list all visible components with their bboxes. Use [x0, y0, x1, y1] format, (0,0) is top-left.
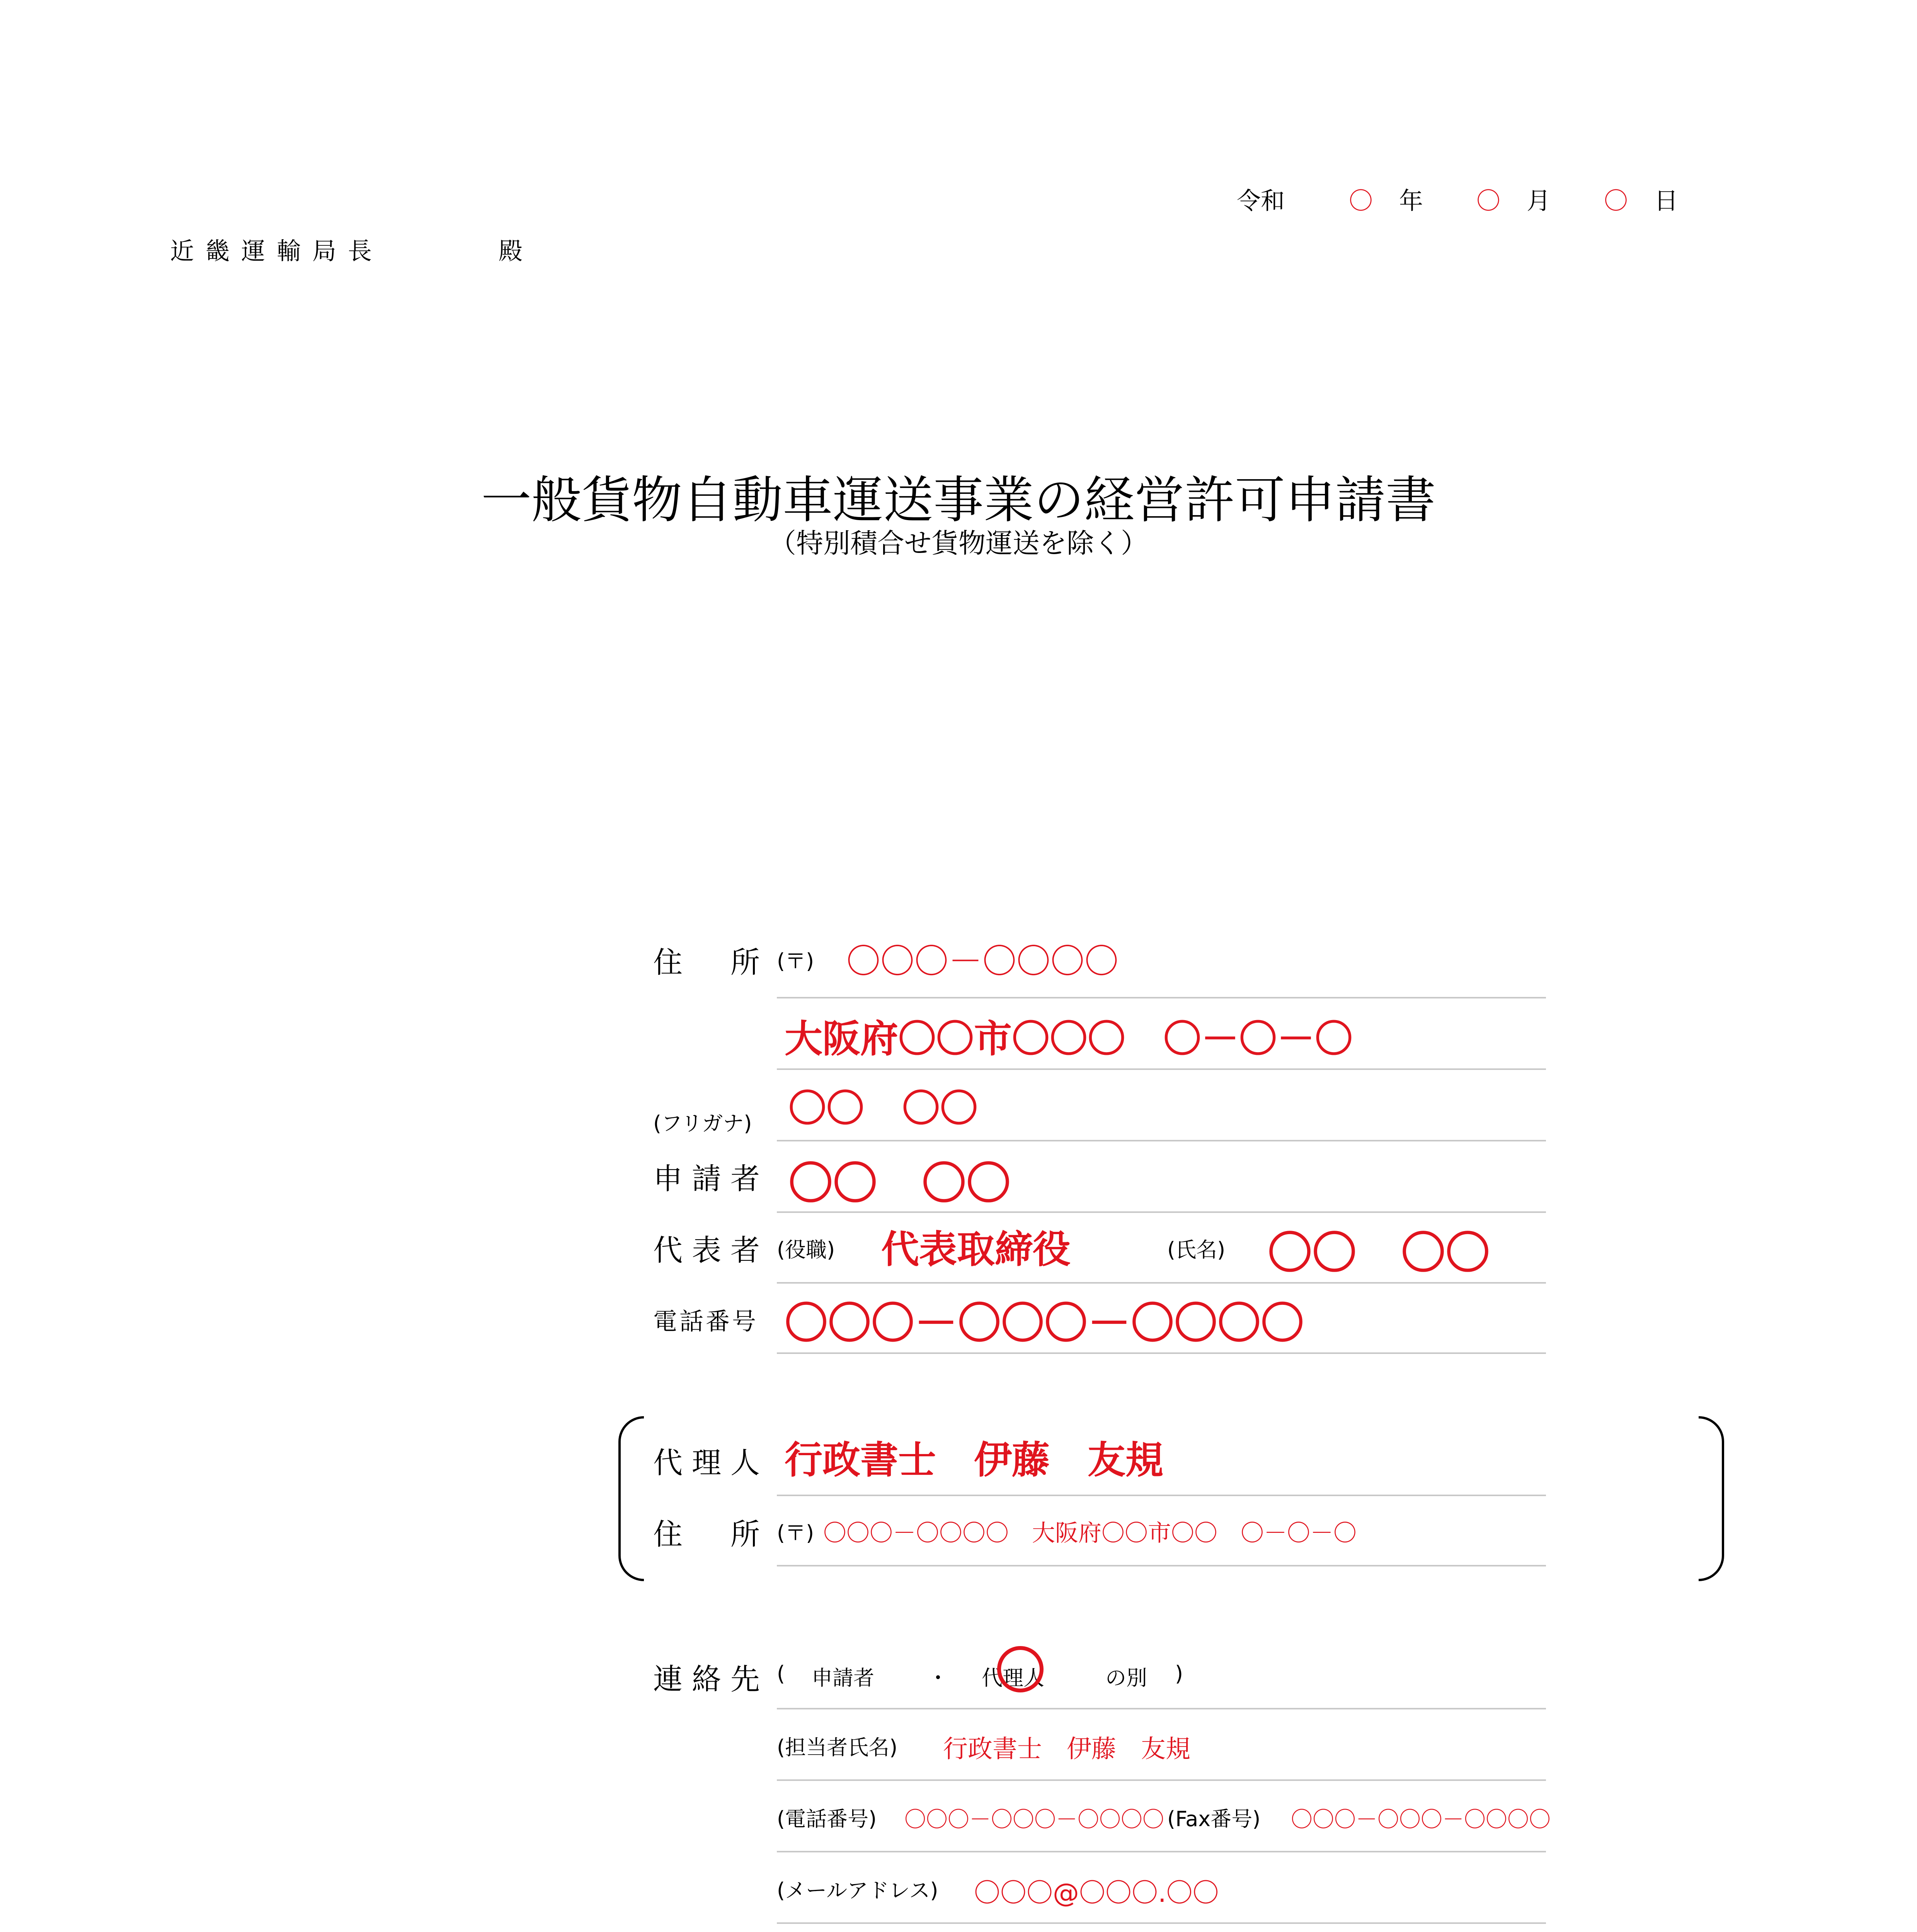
rule [777, 1851, 1546, 1852]
applicant-address: 大阪府〇〇市〇〇〇 〇－〇－〇 [785, 1017, 1353, 1061]
contact-phone: 〇〇〇－〇〇〇－〇〇〇〇 [904, 1807, 1164, 1832]
contact-phone-label: (電話番号) [777, 1807, 877, 1831]
contact-option-agent: 代理人 [982, 1666, 1044, 1690]
rule [777, 1211, 1546, 1213]
contact-email: 〇〇〇@〇〇〇.〇〇 [974, 1878, 1219, 1908]
page-subtitle: （特別積合せ貨物運送を除く） [769, 527, 1148, 559]
rule [777, 997, 1546, 998]
date-month-unit: 月 [1527, 187, 1551, 215]
rule [777, 1068, 1546, 1070]
contact-choice-suffix: の別 [1105, 1666, 1147, 1690]
applicant-postal-code: 〇〇〇－〇〇〇〇 [846, 941, 1119, 981]
contact-email-label: (メールアドレス) [777, 1878, 938, 1903]
date-year-unit: 年 [1399, 187, 1423, 215]
right-bracket [1699, 1416, 1724, 1581]
selected-option-circle [997, 1646, 1044, 1692]
rule [777, 1495, 1546, 1496]
representative-name: 〇〇 〇〇 [1268, 1227, 1490, 1279]
agent-address-label: 住 所 [653, 1517, 769, 1551]
addressee-honorific: 殿 [499, 237, 523, 265]
rule [777, 1140, 1546, 1141]
applicant-phone: 〇〇〇－〇〇〇－〇〇〇〇 [785, 1298, 1304, 1349]
agent-address: 〇〇〇－〇〇〇〇 大阪府〇〇市〇〇 〇－〇－〇 [823, 1520, 1357, 1547]
rule [777, 1708, 1546, 1709]
contact-separator: ・ [928, 1666, 948, 1690]
contact-fax-label: (Fax番号) [1167, 1807, 1261, 1831]
position-label: (役職) [777, 1238, 835, 1262]
rule [777, 1282, 1546, 1284]
date-year-value: 〇 [1349, 187, 1373, 215]
contact-option-applicant: 申請者 [812, 1666, 874, 1690]
applicant-label: 申請者 [653, 1162, 769, 1196]
applicant-postal-mark: (〒) [777, 949, 814, 973]
contact-person-label: (担当者氏名) [777, 1735, 898, 1760]
contact-label: 連絡先 [653, 1662, 769, 1696]
addressee: 近畿運輸局長 [170, 237, 384, 265]
date-day-unit: 日 [1654, 187, 1679, 215]
agent-postal-mark: (〒) [777, 1521, 814, 1545]
representative-label: 代表者 [653, 1233, 769, 1267]
rep-name-label: (氏名) [1167, 1238, 1226, 1262]
left-bracket [618, 1416, 644, 1581]
furigana-label: (フリガナ) [653, 1111, 752, 1136]
page-title: 一般貨物自動車運送事業の経営許可申請書 [481, 471, 1436, 529]
contact-fax: 〇〇〇－〇〇〇－〇〇〇〇 [1291, 1807, 1551, 1832]
contact-choice-close: ) [1175, 1662, 1183, 1686]
phone-label: 電話番号 [653, 1307, 759, 1335]
furigana-value: 〇〇 〇〇 [788, 1087, 978, 1131]
date-month-value: 〇 [1476, 187, 1501, 215]
contact-person: 行政書士 伊藤 友規 [943, 1735, 1190, 1764]
agent-label: 代理人 [653, 1446, 769, 1480]
applicant-address-label: 住 所 [653, 945, 769, 980]
rule [777, 1565, 1546, 1566]
date-day-value: 〇 [1604, 187, 1628, 215]
contact-choice-open: ( [777, 1662, 785, 1686]
rule [777, 1922, 1546, 1924]
rule [777, 1352, 1546, 1354]
rule [777, 1779, 1546, 1781]
applicant-name: 〇〇 〇〇 [788, 1158, 1011, 1209]
agent-name: 行政書士 伊藤 友規 [785, 1438, 1164, 1482]
date-era: 令和 [1237, 187, 1285, 215]
representative-position: 代表取締役 [881, 1228, 1071, 1272]
